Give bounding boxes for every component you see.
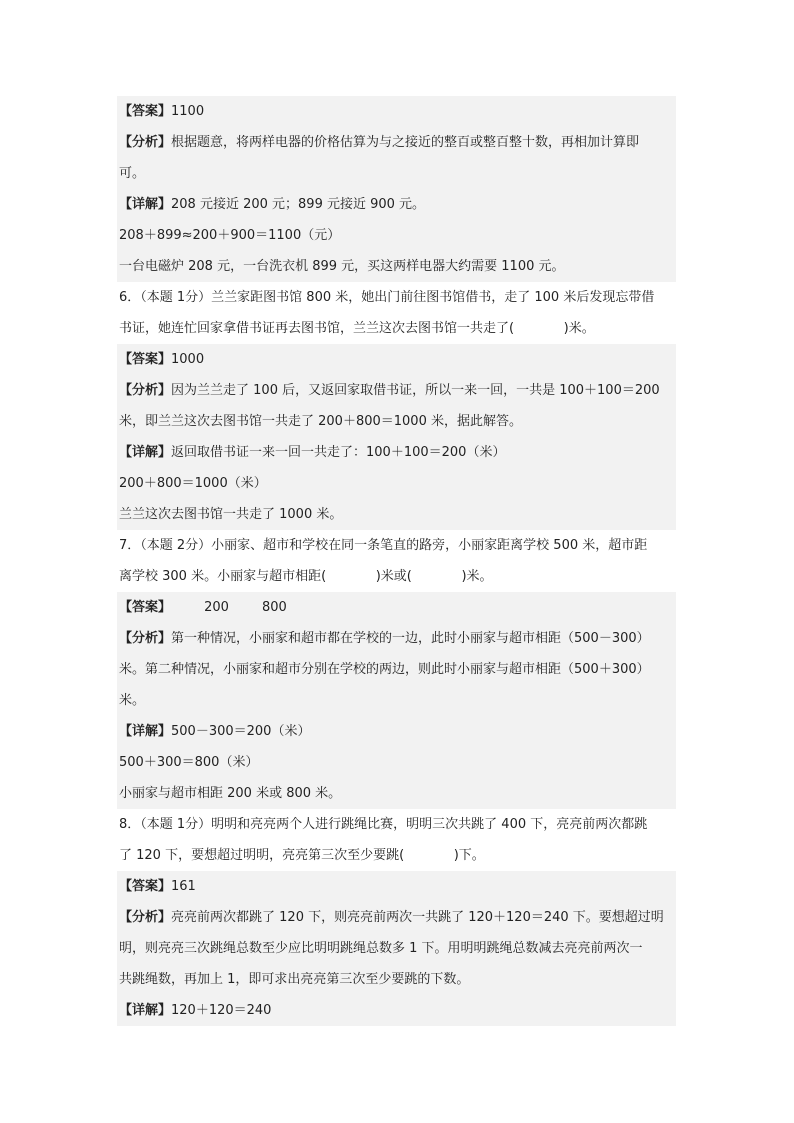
question-line <box>117 282 676 313</box>
line-text: 208＋899≈200＋900＝1100（元） <box>119 228 341 243</box>
line-text: 第一种情况，小丽家和超市都在学校的一边，此时小丽家与超市相距（500－300） <box>171 631 650 646</box>
solution-line <box>117 344 676 375</box>
question-line <box>117 561 676 592</box>
line-text: 米。第二种情况，小丽家和超市分别在学校的两边，则此时小丽家与超市相距（500＋300） <box>119 662 650 677</box>
solution-line <box>117 902 676 933</box>
document-body <box>117 96 676 1026</box>
solution-line <box>117 468 676 499</box>
line-text: 明，则亮亮三次跳绳总数至少应比明明跳绳总数多 1 下。用明明跳绳总数减去亮亮前两次一 <box>119 941 643 956</box>
solution-line <box>117 189 676 220</box>
section-label: 【分析】 <box>119 135 172 150</box>
section-label: 【答案】 <box>119 104 172 119</box>
line-text: 120＋120＝240 <box>171 1003 272 1018</box>
line-text: 可。 <box>119 166 146 181</box>
line-text: 因为兰兰走了 100 后，又返回家取借书证，所以一来一回，一共是 100＋100＝200 <box>171 383 660 398</box>
solution-line <box>117 747 676 778</box>
solution-line <box>117 995 676 1026</box>
line-text: 了 120 下，要想超过明明，亮亮第三次至少要跳( )下。 <box>119 848 485 863</box>
section-label: 【分析】 <box>119 910 172 925</box>
line-text: 书证，她连忙回家拿借书证再去图书馆，兰兰这次去图书馆一共走了( )米。 <box>119 321 595 336</box>
solution-line <box>117 871 676 902</box>
line-text: 500＋300＝800（米） <box>119 755 259 770</box>
line-text: 6．（本题 1分）兰兰家距图书馆 800 米，她出门前往图书馆借书，走了 100 米后发现忘带借 <box>119 290 655 305</box>
solution-line <box>117 127 676 158</box>
solution-line <box>117 778 676 809</box>
question-line <box>117 313 676 344</box>
line-text: 200 800 <box>171 600 287 615</box>
solution-line <box>117 685 676 716</box>
section-label: 【详解】 <box>119 445 172 460</box>
line-text: 200＋800＝1000（米） <box>119 476 267 491</box>
solution-line <box>117 220 676 251</box>
section-label: 【分析】 <box>119 383 172 398</box>
line-text: 亮亮前两次都跳了 120 下，则亮亮前两次一共跳了 120＋120＝240 下。要想超过明 <box>171 910 664 925</box>
line-text: 根据题意，将两样电器的价格估算为与之接近的整百或整百整十数，再相加计算即 <box>171 135 640 150</box>
line-text: 7．（本题 2分）小丽家、超市和学校在同一条笔直的路旁，小丽家距离学校 500 米，超市距 <box>119 538 648 553</box>
question-line <box>117 809 676 840</box>
solution-line <box>117 716 676 747</box>
section-label: 【详解】 <box>119 197 172 212</box>
solution-line <box>117 964 676 995</box>
line-text: 208 元接近 200 元；899 元接近 900 元。 <box>171 197 426 212</box>
section-label: 【答案】 <box>119 352 172 367</box>
line-text: 兰兰这次去图书馆一共走了 1000 米。 <box>119 507 343 522</box>
line-text: 返回取借书证一来一回一共走了：100＋100＝200（米） <box>171 445 506 460</box>
line-text: 米，即兰兰这次去图书馆一共走了 200＋800＝1000 米，据此解答。 <box>119 414 522 429</box>
solution-line <box>117 158 676 189</box>
solution-line <box>117 406 676 437</box>
solution-line <box>117 375 676 406</box>
section-label: 【详解】 <box>119 1003 172 1018</box>
section-label: 【分析】 <box>119 631 172 646</box>
solution-line <box>117 654 676 685</box>
line-text: 米。 <box>119 693 146 708</box>
line-text: 共跳绳数，再加上 1，即可求出亮亮第三次至少要跳的下数。 <box>119 972 470 987</box>
solution-line <box>117 96 676 127</box>
solution-line <box>117 623 676 654</box>
solution-line <box>117 592 676 623</box>
line-text: 8．（本题 1分）明明和亮亮两个人进行跳绳比赛，明明三次共跳了 400 下，亮亮前两次都跳 <box>119 817 648 832</box>
solution-line <box>117 437 676 468</box>
line-text: 小丽家与超市相距 200 米或 800 米。 <box>119 786 342 801</box>
line-text: 1000 <box>171 352 205 367</box>
line-text: 一台电磁炉 208 元，一台洗衣机 899 元，买这两样电器大约需要 1100 元。 <box>119 259 565 274</box>
line-text: 500－300＝200（米） <box>171 724 311 739</box>
solution-line <box>117 933 676 964</box>
question-line <box>117 530 676 561</box>
line-text: 161 <box>171 879 196 894</box>
solution-line <box>117 251 676 282</box>
line-text: 1100 <box>171 104 205 119</box>
solution-line <box>117 499 676 530</box>
line-text: 离学校 300 米。小丽家与超市相距( )米或( )米。 <box>119 569 493 584</box>
question-line <box>117 840 676 871</box>
section-label: 【答案】 <box>119 879 172 894</box>
section-label: 【答案】 <box>119 600 172 615</box>
section-label: 【详解】 <box>119 724 172 739</box>
